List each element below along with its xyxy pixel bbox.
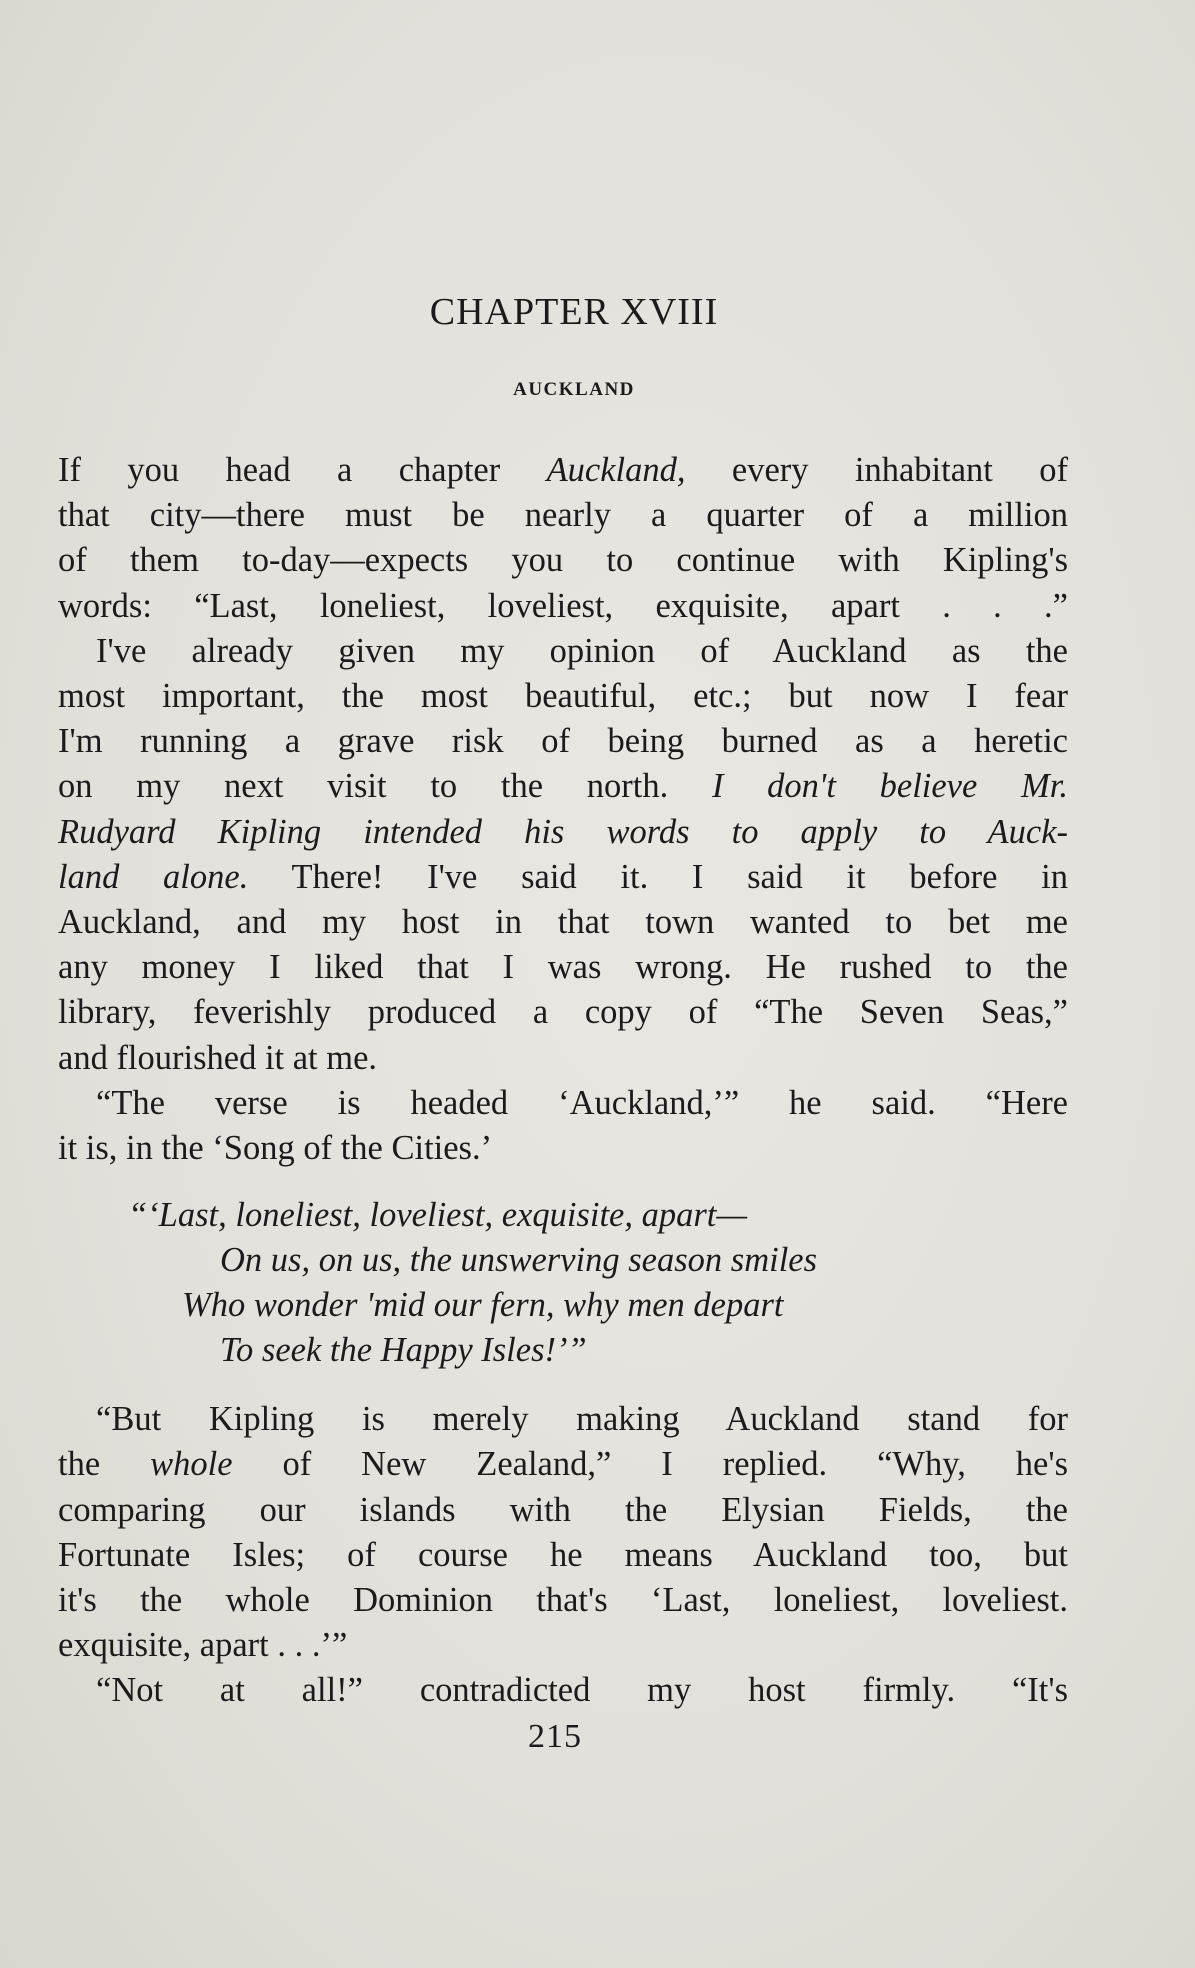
verse-line: “‘Last, loneliest, loveliest, exquisite, apart— [128, 1196, 748, 1235]
book-page [58, 290, 1068, 1714]
verse-line: To seek the Happy Isles!’” [220, 1331, 587, 1370]
text-line: I'm running a grave risk of being burned as a heretic [58, 722, 1068, 761]
chapter-heading: CHAPTER XVIII [429, 291, 719, 333]
italic-run: Auckland, [546, 451, 686, 489]
page-number: 215 [528, 1718, 582, 1755]
text-line: library, feverishly produced a copy of “The Seven Seas,” [58, 993, 1068, 1032]
text-run: on my next visit to the north. [58, 767, 712, 806]
text-line: “The verse is headed ‘Auckland,’” he said. “Here [96, 1083, 1068, 1122]
verse-line: On us, on us, the unswerving season smiles [220, 1241, 818, 1280]
verse-line: Who wonder 'mid our fern, why men depart [182, 1286, 784, 1325]
text-line: that city—there must be nearly a quarter of a million [58, 496, 1068, 535]
text-line: “Not at all!” contradicted my host firmly. “It's [96, 1671, 1068, 1710]
text-line: it is, in the ‘Song of the Cities.’ [58, 1129, 493, 1168]
text-line: Auckland, and my host in that town wanted to bet me [58, 903, 1068, 942]
text-line: I've already given my opinion of Auckland as the [96, 631, 1068, 670]
section-heading: AUCKLAND [513, 379, 635, 400]
text-line: and flourished it at me. [58, 1038, 378, 1077]
text-line: Rudyard Kipling intended his words to apply to Auck- [58, 812, 1068, 851]
verse-quote [58, 1193, 1068, 1373]
text-run: There! I've said it. I said it before in [248, 857, 1068, 896]
text-line [58, 448, 1068, 493]
italic-run: I don't believe Mr. [711, 767, 1068, 806]
text-line [58, 855, 1068, 900]
text-line [58, 764, 1068, 809]
text-run: of New Zealand,” I replied. “Why, he's [232, 1445, 1068, 1484]
italic-run: land alone. [58, 857, 249, 896]
text-run: the [58, 1445, 151, 1484]
text-line [58, 1442, 1068, 1487]
text-line: exquisite, apart . . .’” [58, 1626, 348, 1665]
text-line: most important, the most beautiful, etc.; but now I fear [58, 677, 1068, 716]
text-line: it's the whole Dominion that's ‘Last, loneliest, loveliest. [58, 1581, 1068, 1620]
text-line: Fortunate Isles; of course he means Auckland too, but [58, 1535, 1068, 1574]
text-run: If you head a chapter [58, 451, 547, 489]
text-line: comparing our islands with the Elysian Fields, the [58, 1490, 1068, 1529]
text-line: any money I liked that I was wrong. He rushed to the [58, 948, 1068, 987]
text-line: words: “Last, loneliest, loveliest, exquisite, apart . . .” [58, 586, 1068, 625]
italic-run: whole [150, 1445, 233, 1484]
text-line: of them to-day—expects you to continue with Kipling's [58, 541, 1068, 580]
body-text [58, 448, 1068, 1714]
text-line: “But Kipling is merely making Auckland stand for [96, 1400, 1068, 1439]
text-run: every inhabitant of [685, 451, 1068, 489]
